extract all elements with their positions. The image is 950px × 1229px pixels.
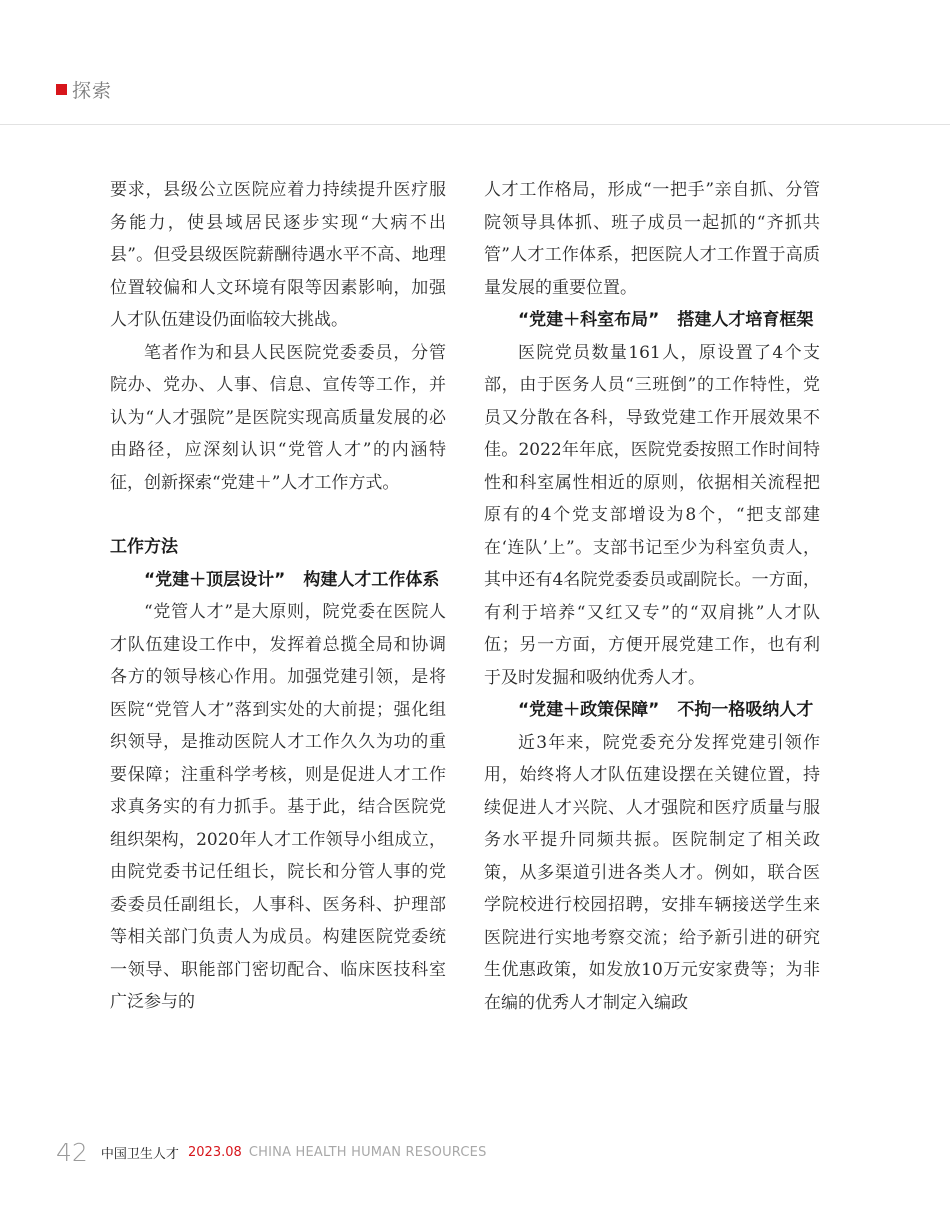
header-divider <box>0 124 950 125</box>
subheading-2-title: 搭建人才培育框架 <box>677 310 814 330</box>
left-paragraph-3: “党管人才”是大原则，院党委在医院人才队伍建设工作中，发挥着总揽全局和协调各方的领导核心作用。加强党建引领，是将医院“党管人才”落到实处的大前提；强化组织领导，是推动医院人才工作久久为功的重要保障；注重科学考核，则是促进人才工作求真务实的有力抓手。基于此，结合医院党组织架构，2020年人才工作领导小组成立，由院党委书记任组长，院长和分管人事的党委委员任副组长，人事科、医务科、护理部等相关部门负责人为成员。构建医院党委统一领导、职能部门密切配合、临床医技科室广泛参与的 <box>110 602 446 1012</box>
subheading-2-prefix: “党建＋科室布局” <box>518 310 660 330</box>
subheading-3-title: 不拘一格吸纳人才 <box>677 700 814 720</box>
right-column <box>484 174 820 1019</box>
left-paragraph-1: 要求，县级公立医院应着力持续提升医疗服务能力，使县域居民逐步实现“大病不出县”。但受县级医院薪酬待遇水平不高、地理位置较偏和人文环境有限等因素影响，加强人才队伍建设仍面临较大挑战。 <box>110 180 446 330</box>
subheading-3 <box>484 694 820 727</box>
right-paragraph-3: 近3年来，院党委充分发挥党建引领作用，始终将人才队伍建设摆在关键位置，持续促进人才兴院、人才强院和医疗质量与服务水平提升同频共振。医院制定了相关政策，从多渠道引进各类人才。例如，联合医学院校进行校园招聘，安排车辆接送学生来医院进行实地考察交流；给予新引进的研究生优惠政策，如发放10万元安家费等；为非在编的优秀人才制定入编政 <box>484 732 820 1013</box>
right-paragraph-2: 医院党员数量161人，原设置了4个支部，由于医务人员“三班倒”的工作特性，党员又分散在各科，导致党建工作开展效果不佳。2022年年底，医院党委按照工作时间特性和科室属性相近的原则，依据相关流程把原有的4个党支部增设为8个，“把支部建在‘连队’上”。支部书记至少为科室负责人，其中还有4名院党委委员或副院长。一方面，有利于培养“又红又专”的“双肩挑”人才队伍；另一方面，方便开展党建工作，也有利于及时发掘和吸纳优秀人才。 <box>484 342 820 688</box>
issue-number: 2023.08 <box>188 1145 242 1160</box>
section-label: 探索 <box>72 80 113 102</box>
subheading-1 <box>110 564 446 597</box>
subheading-3-prefix: “党建＋政策保障” <box>518 700 660 720</box>
subheading-2 <box>484 304 820 337</box>
right-paragraph-1: 人才工作格局，形成“一把手”亲自抓、分管院领导具体抓、班子成员一起抓的“齐抓共管”人才工作体系，把医院人才工作置于高质量发展的重要位置。 <box>484 180 820 298</box>
page-header <box>0 0 950 126</box>
section-heading: 工作方法 <box>110 537 178 557</box>
magazine-name: 中国卫生人才 <box>100 1147 179 1162</box>
subheading-1-prefix: “党建＋顶层设计” <box>144 569 286 590</box>
left-column <box>110 174 446 1019</box>
page-footer <box>56 1138 487 1168</box>
section-marker <box>56 84 67 95</box>
left-paragraph-2: 笔者作为和县人民医院党委委员，分管院办、党办、人事、信息、宣传等工作，并认为“人才强院”是医院实现高质量发展的必由路径，应深刻认识“党管人才”的内涵特征，创新探索“党建＋”人才工作方式。 <box>110 342 446 493</box>
page-number: 42 <box>56 1138 88 1167</box>
subheading-1-title: 构建人才工作体系 <box>303 569 440 590</box>
magazine-english-name: CHINA HEALTH HUMAN RESOURCES <box>248 1145 487 1160</box>
